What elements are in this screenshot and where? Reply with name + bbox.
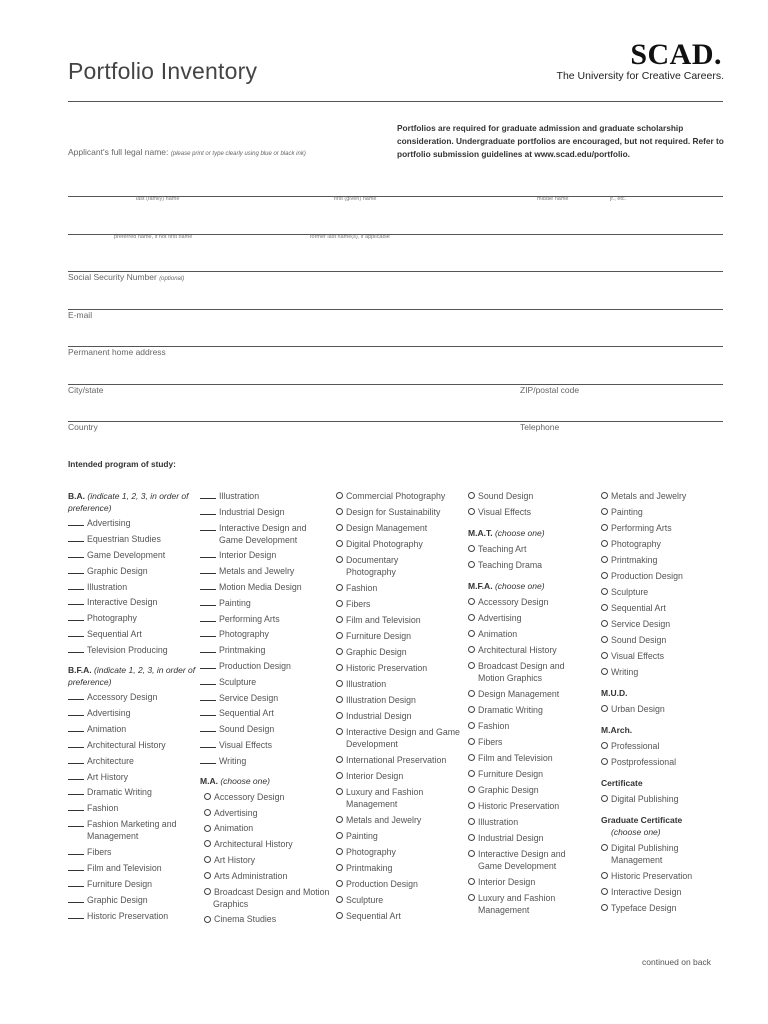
mfa-item[interactable]: Industrial Design — [468, 832, 594, 844]
ba-item[interactable]: Advertising — [68, 517, 196, 529]
ma-item[interactable]: Illustration Design — [336, 694, 464, 706]
ma-heading: M.A. (choose one) — [200, 775, 270, 786]
ma-item[interactable]: Production Design — [336, 878, 464, 890]
mfa-item[interactable]: Interior Design — [468, 876, 594, 888]
mud-item[interactable]: Urban Design — [601, 703, 726, 715]
ba-item[interactable]: Photography — [68, 612, 196, 624]
mfa-item[interactable]: Dramatic Writing — [468, 704, 594, 716]
mat-item[interactable]: Teaching Art — [468, 543, 594, 555]
bfa-item[interactable]: Sculpture — [200, 676, 332, 688]
march-heading: M.Arch. — [601, 725, 633, 735]
ma-item[interactable]: Advertising — [200, 807, 332, 819]
ma-item[interactable]: Film and Television — [336, 614, 464, 626]
certificate-heading: Certificate — [601, 778, 643, 788]
ma-item[interactable]: Sequential Art — [336, 910, 464, 922]
ma-item[interactable]: Fashion — [336, 582, 464, 594]
bfa-item[interactable]: Graphic Design — [68, 894, 196, 906]
mfa-item[interactable]: Architectural History — [468, 644, 594, 656]
ma-item[interactable]: Cinema Studies — [200, 913, 332, 925]
mfa-item[interactable]: Visual Effects — [601, 650, 726, 662]
mat-item[interactable]: Teaching Drama — [468, 559, 594, 571]
bfa-item[interactable]: Motion Media Design — [200, 581, 332, 593]
mfa-item[interactable]: Design Management — [468, 688, 594, 700]
ma-item[interactable]: Documentary Photography — [336, 554, 426, 578]
zip-label: ZIP/postal code — [520, 385, 580, 395]
address-field-line[interactable] — [68, 384, 723, 385]
bfa-item[interactable]: Painting — [200, 597, 332, 609]
scad-logo: SCAD. — [630, 38, 722, 71]
bfa-item[interactable]: Historic Preservation — [68, 910, 196, 922]
mfa-heading: M.F.A. (choose one) — [468, 581, 545, 591]
ma-item[interactable]: Design for Sustainability — [336, 506, 464, 518]
march-item[interactable]: Postprofessional — [601, 756, 726, 768]
email-field-line[interactable] — [68, 346, 723, 347]
mfa-item[interactable]: Sculpture — [601, 586, 726, 598]
ssn-text: Social Security Number — [68, 272, 157, 282]
header-divider — [68, 101, 723, 102]
ma-item[interactable]: Interior Design — [336, 770, 464, 782]
column-2 — [200, 490, 332, 925]
last-name-caption: last (family) name — [136, 196, 180, 202]
bfa-item[interactable]: Fibers — [68, 846, 196, 858]
preferred-name-caption: preferred name, if not first name — [114, 234, 193, 240]
ma-item[interactable]: Art History — [200, 854, 332, 866]
ba-item[interactable]: Sequential Art — [68, 628, 196, 640]
ssn-field-line[interactable] — [68, 309, 723, 310]
column-1 — [68, 490, 196, 922]
ma-item[interactable]: Graphic Design — [336, 646, 464, 658]
bfa-item[interactable]: Illustration — [200, 490, 332, 502]
mfa-item[interactable]: Painting — [601, 506, 726, 518]
ma-item[interactable]: International Preservation — [336, 754, 464, 766]
first-name-caption: first (given) name — [334, 196, 377, 202]
grad-certificate-item[interactable]: Historic Preservation — [601, 870, 726, 882]
bfa-item[interactable]: Accessory Design — [68, 691, 196, 703]
mfa-item[interactable]: Performing Arts — [601, 522, 726, 534]
grad-certificate-heading: Graduate Certificate — [601, 815, 683, 825]
mfa-item[interactable]: Film and Television — [468, 752, 594, 764]
ma-item[interactable]: Digital Photography — [336, 538, 464, 550]
ba-item[interactable]: Illustration — [68, 581, 196, 593]
continued-note: continued on back — [642, 957, 711, 967]
country-label: Country — [68, 422, 98, 432]
bfa-item[interactable]: Visual Effects — [200, 739, 332, 751]
bfa-item[interactable]: Dramatic Writing — [68, 786, 196, 798]
ma-item[interactable]: Metals and Jewelry — [336, 814, 464, 826]
ma-item[interactable]: Illustration — [336, 678, 464, 690]
bfa-heading: B.F.A. (indicate 1, 2, 3, in order of preference) — [68, 665, 196, 688]
ma-item[interactable]: Sculpture — [336, 894, 464, 906]
suffix-caption: jr., etc. — [610, 196, 627, 202]
ssn-label — [68, 272, 184, 282]
legal-name-label — [68, 147, 306, 157]
program-heading: Intended program of study: — [68, 459, 176, 469]
mfa-item[interactable]: Illustration — [468, 816, 594, 828]
bfa-item[interactable]: Fashion Marketing and Management — [68, 818, 196, 842]
ba-item[interactable]: Television Producing — [68, 644, 196, 656]
ma-item[interactable]: Interactive Design and Game Development — [336, 726, 464, 750]
page-title: Portfolio Inventory — [68, 58, 258, 84]
mfa-item[interactable]: Furniture Design — [468, 768, 594, 780]
bfa-item[interactable]: Sequential Art — [200, 707, 332, 719]
ma-item[interactable]: Furniture Design — [336, 630, 464, 642]
ma-item[interactable]: Photography — [336, 846, 464, 858]
grad-certificate-item[interactable]: Interactive Design — [601, 886, 726, 898]
city-label: City/state — [68, 385, 104, 395]
bfa-item[interactable]: Sound Design — [200, 723, 332, 735]
ma-item[interactable]: Visual Effects — [468, 506, 594, 518]
mfa-item[interactable]: Writing — [601, 666, 726, 678]
mat-heading: M.A.T. (choose one) — [468, 528, 545, 538]
bfa-item[interactable]: Production Design — [200, 660, 332, 672]
city-field-line[interactable] — [68, 421, 723, 422]
mfa-item[interactable]: Sequential Art — [601, 602, 726, 614]
mfa-item[interactable]: Graphic Design — [468, 784, 594, 796]
ma-item[interactable]: Broadcast Design and Motion Graphics — [200, 886, 332, 910]
bfa-item[interactable]: Advertising — [68, 707, 196, 719]
mfa-item[interactable]: Broadcast Design and Motion Graphics — [468, 660, 578, 684]
ma-item[interactable]: Fibers — [336, 598, 464, 610]
ma-item[interactable]: Industrial Design — [336, 710, 464, 722]
ma-item[interactable]: Painting — [336, 830, 464, 842]
ba-item[interactable]: Equestrian Studies — [68, 533, 196, 545]
ba-item[interactable]: Graphic Design — [68, 565, 196, 577]
ba-item[interactable]: Interactive Design — [68, 596, 196, 608]
column-4 — [468, 490, 594, 916]
former-name-caption: former last name(s), if applicable — [310, 234, 390, 240]
legal-name-text: Applicant's full legal name: — [68, 147, 169, 157]
mfa-item[interactable]: Fashion — [468, 720, 594, 732]
ma-item[interactable]: Accessory Design — [200, 791, 332, 803]
address-label: Permanent home address — [68, 347, 166, 357]
mfa-item[interactable]: Service Design — [601, 618, 726, 630]
bfa-item[interactable]: Architectural History — [68, 739, 196, 751]
ba-heading: B.A. (indicate 1, 2, 3, in order of preference) — [68, 491, 189, 513]
mfa-item[interactable]: Advertising — [468, 612, 594, 624]
bfa-item[interactable]: Writing — [200, 755, 332, 767]
middle-name-caption: middle name — [537, 196, 569, 202]
mfa-item[interactable]: Interactive Design and Game Development — [468, 848, 590, 872]
legal-name-hint: (please print or type clearly using blue or black ink) — [170, 151, 306, 157]
mfa-item[interactable]: Photography — [601, 538, 726, 550]
bfa-item[interactable]: Printmaking — [200, 644, 332, 656]
ma-item[interactable]: Sound Design — [468, 490, 594, 502]
bfa-item[interactable]: Service Design — [200, 692, 332, 704]
column-3 — [336, 490, 464, 922]
ssn-hint: (optional) — [159, 276, 185, 282]
mud-heading: M.U.D. — [601, 688, 628, 698]
mfa-item[interactable]: Sound Design — [601, 634, 726, 646]
ma-item[interactable]: Animation — [200, 822, 332, 834]
ma-item[interactable]: Historic Preservation — [336, 662, 464, 674]
bfa-item[interactable]: Architecture — [68, 755, 196, 767]
telephone-label: Telephone — [520, 422, 560, 432]
mfa-item[interactable]: Printmaking — [601, 554, 726, 566]
mfa-item[interactable]: Luxury and Fashion Management — [468, 892, 578, 916]
mfa-item[interactable]: Fibers — [468, 736, 594, 748]
ma-item[interactable]: Commercial Photography — [336, 490, 464, 502]
grad-certificate-item[interactable]: Digital Publishing Management — [601, 842, 711, 866]
certificate-item[interactable]: Digital Publishing — [601, 793, 726, 805]
mfa-item[interactable]: Animation — [468, 628, 594, 640]
mfa-item[interactable]: Metals and Jewelry — [601, 490, 726, 502]
ma-item[interactable]: Arts Administration — [200, 870, 332, 882]
ma-item[interactable]: Luxury and Fashion Management — [336, 786, 456, 810]
grad-certificate-note: (choose one) — [611, 827, 661, 837]
bfa-item[interactable]: Metals and Jewelry — [200, 565, 332, 577]
bfa-item[interactable]: Industrial Design — [200, 506, 332, 518]
ma-item[interactable]: Printmaking — [336, 862, 464, 874]
march-item[interactable]: Professional — [601, 740, 726, 752]
bfa-item[interactable]: Art History — [68, 771, 196, 783]
column-5 — [601, 490, 726, 914]
bfa-item[interactable]: Photography — [200, 628, 332, 640]
grad-certificate-item[interactable]: Typeface Design — [601, 902, 726, 914]
email-label: E-mail — [68, 310, 93, 320]
mfa-item[interactable]: Production Design — [601, 570, 726, 582]
mfa-item[interactable]: Accessory Design — [468, 596, 594, 608]
ma-item[interactable]: Architectural History — [200, 838, 332, 850]
bfa-item[interactable]: Performing Arts — [200, 613, 332, 625]
bfa-item[interactable]: Animation — [68, 723, 196, 735]
bfa-item[interactable]: Interior Design — [200, 549, 332, 561]
ba-item[interactable]: Game Development — [68, 549, 196, 561]
mfa-item[interactable]: Historic Preservation — [468, 800, 594, 812]
bfa-item[interactable]: Furniture Design — [68, 878, 196, 890]
bfa-item[interactable]: Fashion — [68, 802, 196, 814]
bfa-item[interactable]: Interactive Design and Game Development — [200, 522, 332, 546]
tagline: The University for Creative Careers. — [556, 70, 724, 82]
bfa-item[interactable]: Film and Television — [68, 862, 196, 874]
ma-item[interactable]: Design Management — [336, 522, 464, 534]
portfolio-notice: Portfolios are required for graduate admission and graduate scholarship consideration. Undergraduate portfolios are encouraged, but not required. Refer to portfolio submission guidelines at www.scad.edu/portfolio. — [397, 123, 724, 159]
